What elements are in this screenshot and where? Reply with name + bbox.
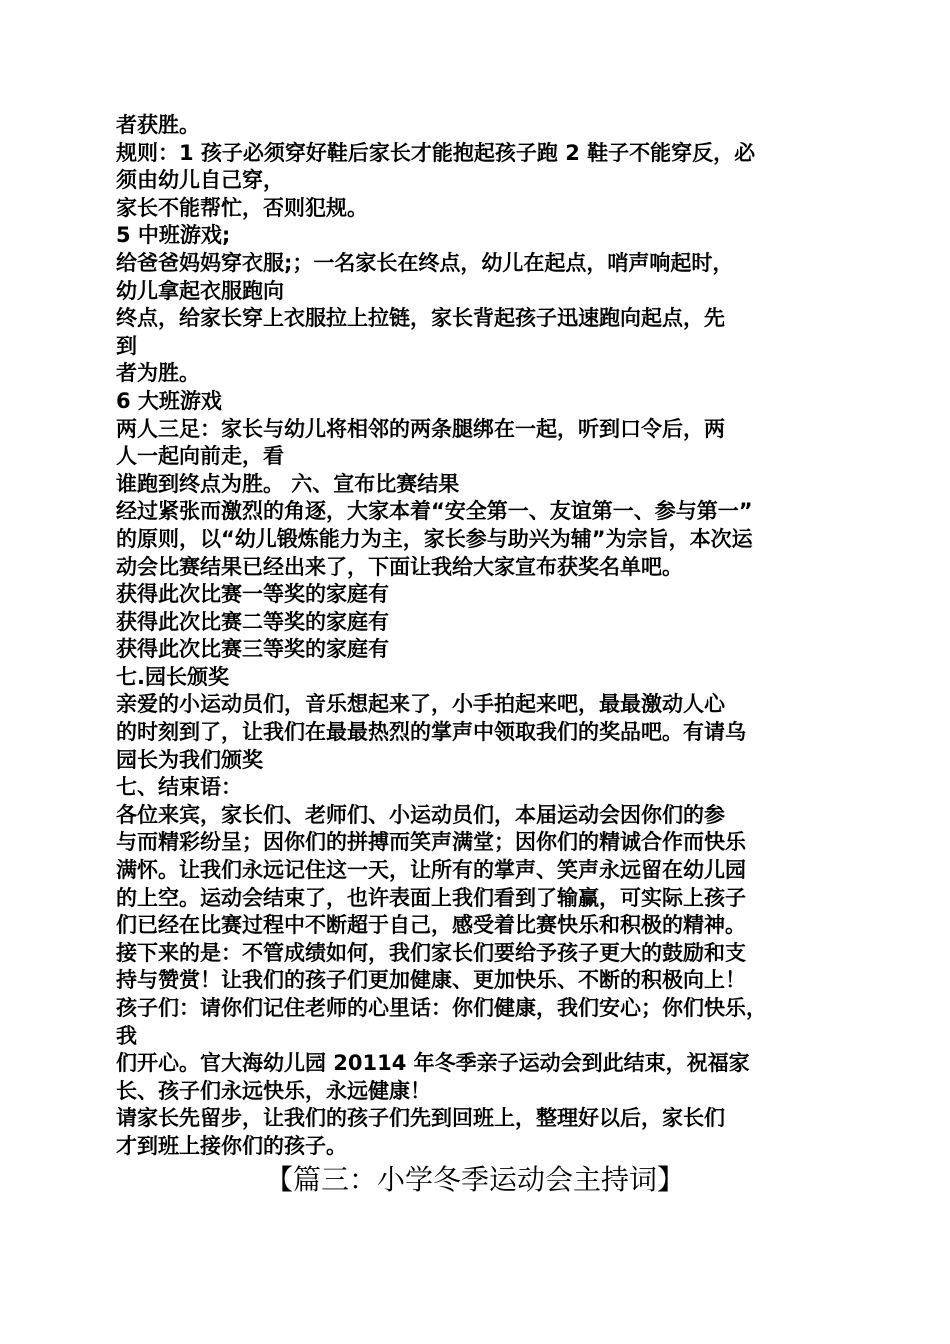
text-line: 我 <box>116 1023 137 1048</box>
text-line: 的时刻到了，让我们在最最热烈的掌声中领取我们的奖品吧。有请乌 <box>116 720 746 745</box>
text-line: 幼儿拿起衣服跑向 <box>116 278 284 303</box>
document-body <box>116 112 846 1161</box>
text-line: 请家长先留步，让我们的孩子们先到回班上，整理好以后，家长们 <box>116 1106 725 1131</box>
text-line: 人一起向前走，看 <box>116 444 284 469</box>
text-line: 接下来的是：不管成绩如何，我们家长们要给予孩子更大的鼓励和支 <box>116 940 746 965</box>
section-heading: 【篇三：小学冬季运动会主持词】 <box>264 1163 685 1196</box>
text-line: 经过紧张而激烈的角逐，大家本着“安全第一、友谊第一、参与第一” <box>116 499 753 524</box>
text-line: 获得此次比赛三等奖的家庭有 <box>116 637 389 662</box>
text-line: 们开心。官大海幼儿园 20114 年冬季亲子运动会到此结束，祝福家 <box>116 1051 750 1076</box>
text-line: 6 大班游戏 <box>116 388 222 413</box>
text-line: 的原则，以“幼儿锻炼能力为主，家长参与助兴为辅”为宗旨，本次运 <box>116 526 753 551</box>
text-line: 须由幼儿自己穿， <box>116 168 284 193</box>
text-line: 与而精彩纷呈；因你们的拼搏而笑声满堂；因你们的精诚合作而快乐 <box>116 830 746 855</box>
text-line: 获得此次比赛一等奖的家庭有 <box>116 582 389 607</box>
text-line: 家长不能帮忙，否则犯规。 <box>116 195 368 220</box>
text-line: 各位来宾，家长们、老师们、小运动员们，本届运动会因你们的参 <box>116 802 725 827</box>
text-line: 动会比赛结果已经出来了，下面让我给大家宣布获奖名单吧。 <box>116 554 683 579</box>
text-line: 到 <box>116 333 137 358</box>
text-line: 获得此次比赛二等奖的家庭有 <box>116 609 389 634</box>
text-line: 七、结束语： <box>116 775 242 800</box>
text-line: 才到班上接你们的孩子。 <box>116 1133 347 1158</box>
text-line: 的上空。运动会结束了，也许表面上我们看到了输赢，可实际上孩子 <box>116 885 746 910</box>
text-line: 七.园长颁奖 <box>116 664 229 689</box>
text-line: 们已经在比赛过程中不断超于自己，感受着比赛快乐和积极的精神。 <box>116 913 746 938</box>
text-line: 终点，给家长穿上衣服拉上拉链，家长背起孩子迅速跑向起点，先 <box>116 306 725 331</box>
text-line: 长、孩子们永远快乐，永远健康！ <box>116 1078 431 1103</box>
text-line: 孩子们：请你们记住老师的心里话：你们健康，我们安心；你们快乐， <box>116 996 767 1020</box>
text-line: 谁跑到终点为胜。 六、宣布比赛结果 <box>116 471 460 496</box>
text-line: 规则：1 孩子必须穿好鞋后家长才能抱起孩子跑 2 鞋子不能穿反，必 <box>116 140 756 165</box>
text-line: 持与赞赏！让我们的孩子们更加健康、更加快乐、不断的积极向上！ <box>116 968 746 993</box>
text-line: 两人三足：家长与幼儿将相邻的两条腿绑在一起，听到口令后，两 <box>116 416 725 441</box>
text-line: 园长为我们颁奖 <box>116 747 263 772</box>
text-line: 者为胜。 <box>116 361 200 386</box>
text-line: 给爸爸妈妈穿衣服;；一名家长在终点，幼儿在起点，哨声响起时， <box>116 250 734 275</box>
text-line: 者获胜。 <box>116 113 200 137</box>
text-line: 亲爱的小运动员们，音乐想起来了，小手拍起来吧，最最激动人心 <box>116 692 725 717</box>
text-line: 5 中班游戏; <box>116 223 231 248</box>
text-line: 满怀。让我们永远记住这一天，让所有的掌声、笑声永远留在幼儿园 <box>116 858 746 883</box>
